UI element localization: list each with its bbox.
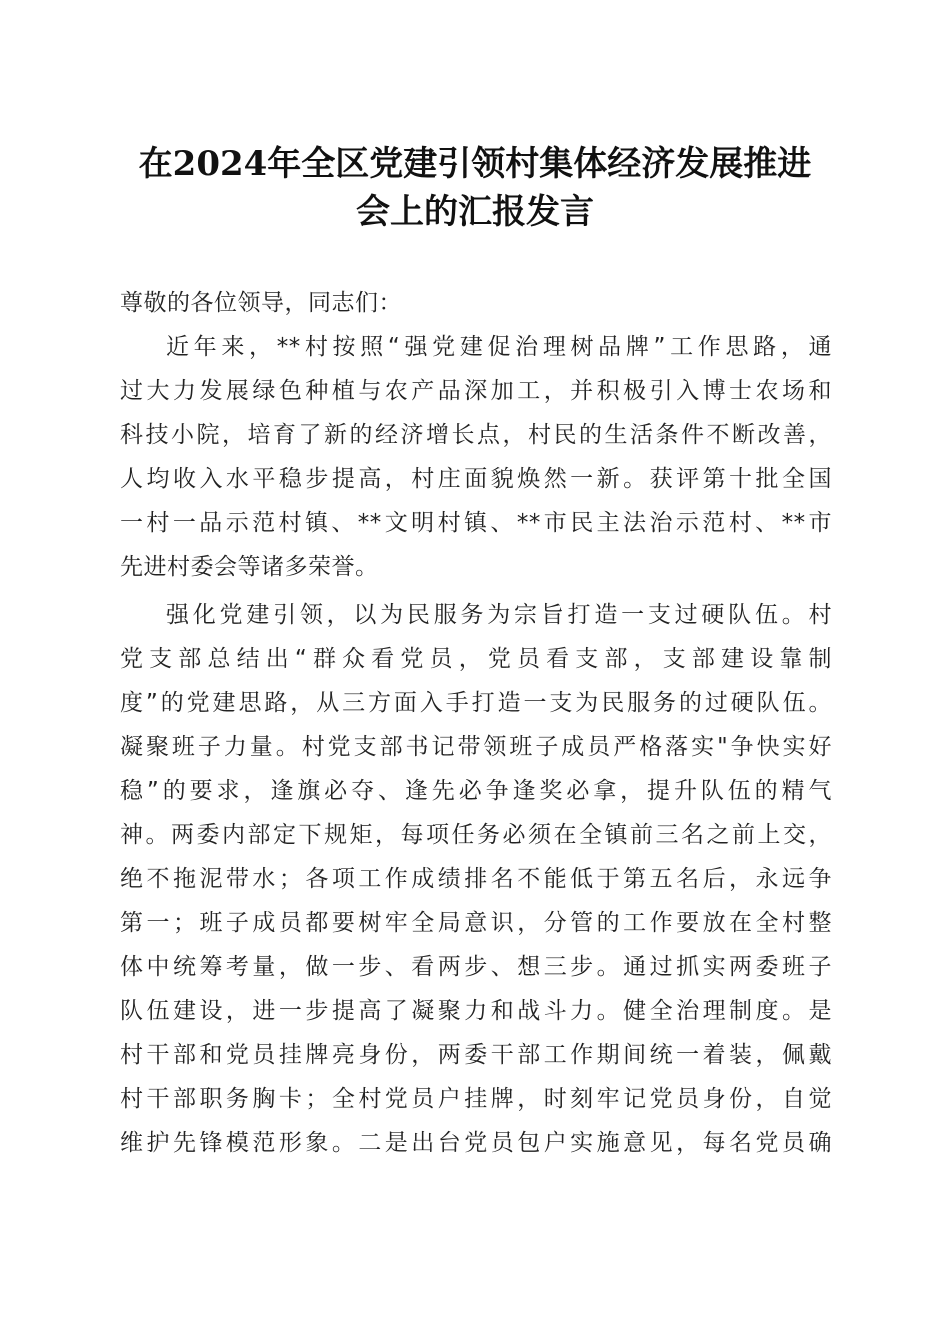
- paragraph-2-line: 队伍建设，进一步提高了凝聚力和战斗力。健全治理制度。是: [120, 998, 832, 1024]
- paragraph-1-line: 近年来，**村按照“强党建促治理树品牌”工作思路，通: [166, 334, 832, 360]
- paragraph-2-line: 稳”的要求，逢旗必夺、逢先必争逢奖必拿，提升队伍的精气: [120, 778, 832, 804]
- paragraph-2-line: 强化党建引领，以为民服务为宗旨打造一支过硬队伍。村: [166, 602, 832, 628]
- paragraph-2-line: 维护先锋模范形象。二是出台党员包户实施意见，每名党员确: [120, 1130, 832, 1156]
- paragraph-2-line: 村干部职务胸卡；全村党员户挂牌，时刻牢记党员身份，自觉: [120, 1086, 832, 1112]
- paragraph-2-line: 体中统筹考量，做一步、看两步、想三步。通过抓实两委班子: [120, 954, 832, 980]
- paragraph-1-line: 科技小院，培育了新的经济增长点，村民的生活条件不断改善，: [120, 422, 832, 448]
- salutation: 尊敬的各位领导，同志们：: [120, 290, 402, 316]
- document-title-line-2: 会上的汇报发言: [356, 192, 594, 232]
- paragraph-1-line: 过大力发展绿色种植与农产品深加工，并积极引入博士农场和: [120, 378, 832, 404]
- paragraph-1-line: 人均收入水平稳步提高，村庄面貌焕然一新。获评第十批全国: [120, 466, 832, 492]
- document-title-line-1: 在2024年全区党建引领村集体经济发展推进: [138, 144, 812, 184]
- paragraph-2-line: 第一；班子成员都要树牢全局意识，分管的工作要放在全村整: [120, 910, 832, 936]
- paragraph-2-line: 度”的党建思路，从三方面入手打造一支为民服务的过硬队伍。: [120, 690, 832, 716]
- paragraph-2-line: 党支部总结出“群众看党员，党员看支部，支部建设靠制: [120, 646, 832, 672]
- paragraph-1-line: 一村一品示范村镇、**文明村镇、**市民主法治示范村、**市: [120, 510, 832, 536]
- paragraph-1-line: 先进村委会等诸多荣誉。: [120, 554, 379, 580]
- paragraph-2-line: 凝聚班子力量。村党支部书记带领班子成员严格落实"争快实好: [120, 734, 832, 760]
- paragraph-2-line: 绝不拖泥带水；各项工作成绩排名不能低于第五名后，永远争: [120, 866, 832, 892]
- paragraph-2-line: 村干部和党员挂牌亮身份，两委干部工作期间统一着装，佩戴: [120, 1042, 832, 1068]
- paragraph-2-line: 神。两委内部定下规矩，每项任务必须在全镇前三名之前上交，: [120, 822, 832, 848]
